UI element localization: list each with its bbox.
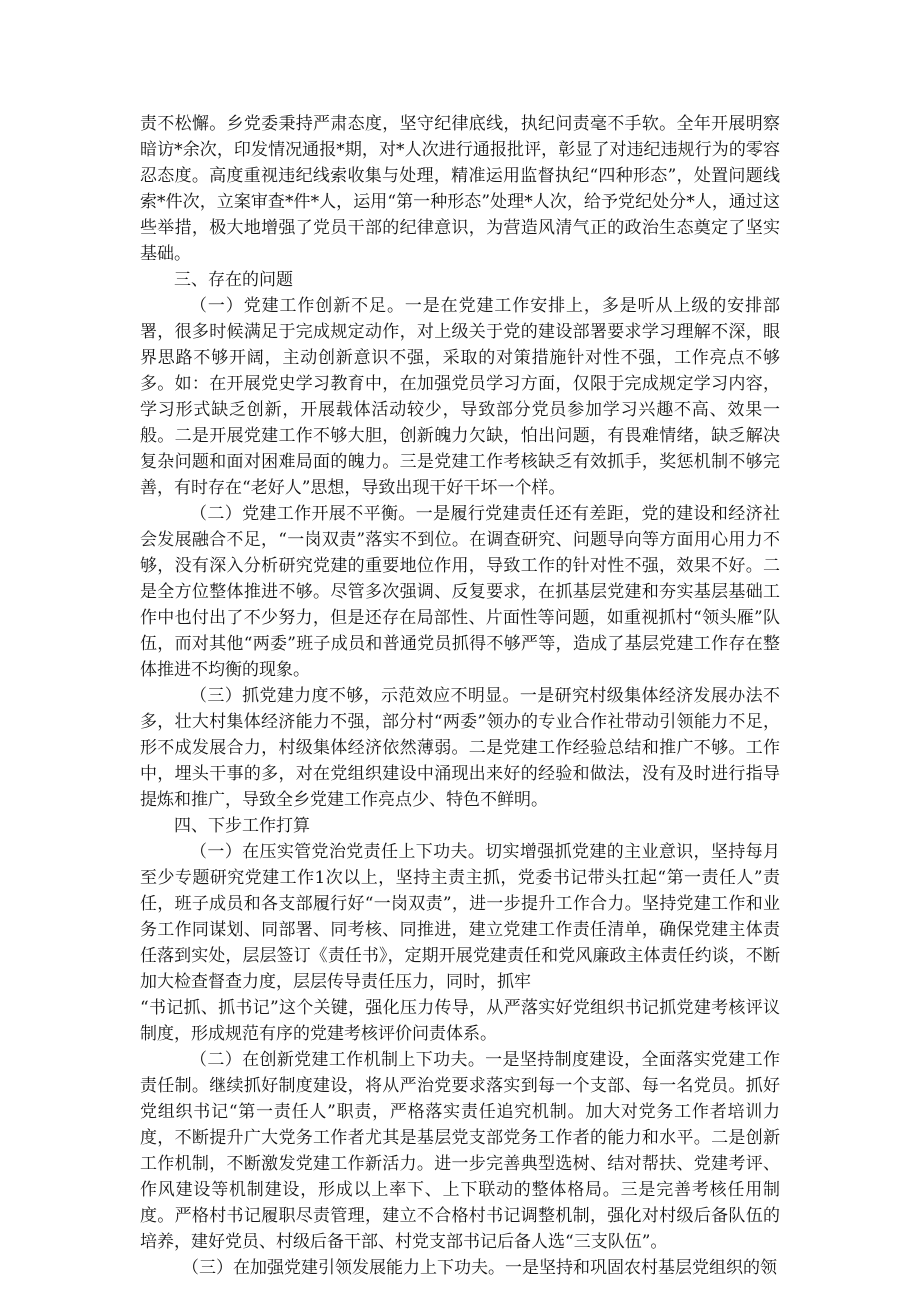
section-heading-problems: 三、存在的问题 <box>174 270 293 290</box>
paragraph-plan-1: （一）在压实管党治党责任上下功夫。切实增强抓党建的主业意识，坚持每月至少专题研究党建工作1次以上，坚持主责主抓，党委书记带头扛起“第一责任人”责任，班子成员和各支部履行好“一岗双责”，进一步提升工作合力。坚持党建工作和业务工作同谋划、同部署、同考核、同推进，建立党建工作责任清单，确保党建主体责任落到实处，层层签订《责任书》，定期开展党建责任和党风廉政主体责任约谈，不断加大检查督查力度，层层传导责任压力，同时，抓牢 <box>140 842 780 992</box>
document-body <box>140 111 780 1281</box>
paragraph-plan-2: （二）在创新党建工作机制上下功夫。一是坚持制度建设，全面落实党建工作责任制。继续抓好制度建设，将从严治党要求落实到每一个支部、每一名党员。抓好党组织书记“第一责任人”职责，严格落实责任追究机制。加大对党务工作者培训力度，不断提升广大党务工作者尤其是基层党支部党务工作者的能力和水平。二是创新工作机制，不断激发党建工作新活力。进一步完善典型选树、结对帮扶、党建考评、作风建设等机制建设，形成以上率下、上下联动的整体格局。三是完善考核任用制度。严格村书记履职尽责管理，建立不合格村书记调整机制，强化对村级后备队伍的培养，建好党员、村级后备干部、村党支部书记后备人选“三支队伍”。 <box>140 1050 780 1252</box>
paragraph-problem-1: （一）党建工作创新不足。一是在党建工作安排上，多是听从上级的安排部署，很多时候满足于完成规定动作，对上级关于党的建设部署要求学习理解不深，眼界思路不够开阔，主动创新意识不强，采取的对策措施针对性不强，工作亮点不够多。如：在开展党史学习教育中，在加强党员学习方面，仅限于完成规定学习内容，学习形式缺乏创新，开展载体活动较少，导致部分党员参加学习兴趣不高、效果一般。二是开展党建工作不够大胆，创新魄力欠缺，怕出问题，有畏难情绪，缺乏解决复杂问题和面对困难局面的魄力。三是党建工作考核缺乏有效抓手，奖惩机制不够完善，有时存在“老好人”思想，导致出现干好干坏一个样。 <box>140 296 780 498</box>
paragraph-problem-3: （三）抓党建力度不够，示范效应不明显。一是研究村级集体经济发展办法不多，壮大村集体经济能力不强，部分村“两委”领办的专业合作社带动引领能力不足，形不成发展合力，村级集体经济依然薄弱。二是党建工作经验总结和推广不够。工作中，埋头干事的多，对在党组织建设中涌现出来好的经验和做法，没有及时进行指导提炼和推广，导致全乡党建工作亮点少、特色不鲜明。 <box>140 686 780 810</box>
paragraph-plan-3: （三）在加强党建引领发展能力上下功夫。一是坚持和巩固农村基层党组织的领 <box>182 1258 777 1278</box>
paragraph-problem-2: （二）党建工作开展不平衡。一是履行党建责任还有差距，党的建设和经济社会发展融合不足，“一岗双责”落实不到位。在调查研究、问题导向等方面用心用力不够，没有深入分析研究党建的重要地位作用，导致工作的针对性不强，效果不好。二是全方位整体推进不够。尽管多次强调、反复要求，在抓基层党建和夯实基层基础工作中也付出了不少努力，但是还存在局部性、片面性等问题，如重视抓村“领头雁”队伍，而对其他“两委”班子成员和普通党员抓得不够严等，造成了基层党建工作存在整体推进不均衡的现象。 <box>140 504 780 680</box>
paragraph-discipline-continued: 责不松懈。乡党委秉持严肃态度，坚守纪律底线，执纪问责毫不手软。全年开展明察暗访*余次，印发情况通报*期，对*人次进行通报批评，彰显了对违纪违规行为的零容忍态度。高度重视违纪线索收集与处理，精准运用监督执纪“四种形态”，处置问题线索*件次，立案审查*件*人，运用“第一种形态”处理*人次，给予党纪处分*人，通过这些举措，极大地增强了党员干部的纪律意识，为营造风清气正的政治生态奠定了坚实基础。 <box>140 114 780 264</box>
paragraph-plan-1-continued: “书记抓、抓书记”这个关键，强化压力传导，从严落实好党组织书记抓党建考核评议制度，形成规范有序的党建考核评价问责体系。 <box>140 998 780 1044</box>
section-heading-next-steps: 四、下步工作打算 <box>174 816 310 836</box>
